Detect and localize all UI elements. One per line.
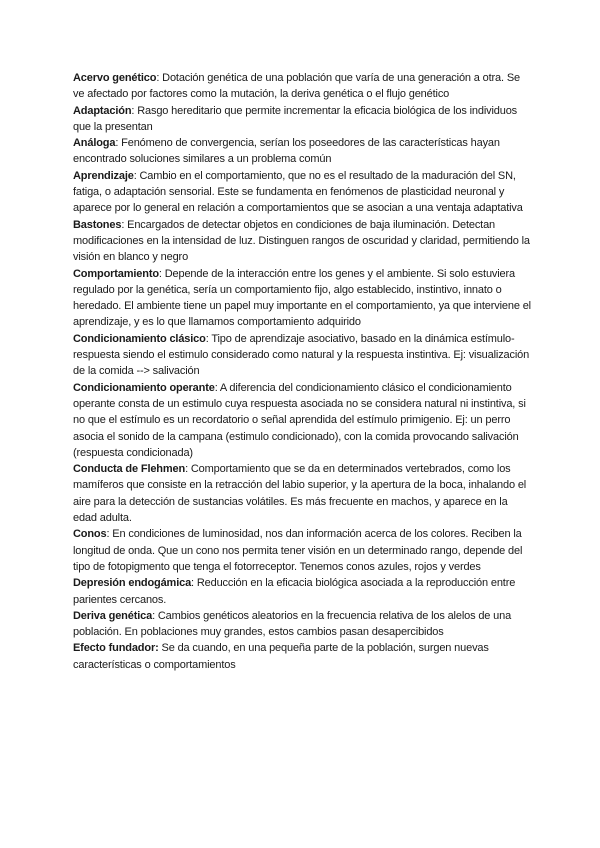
glossary-definition: : Depende de la interacción entre los genes y el ambiente. Si solo estuviera regulado por la genética, sería un comportamiento fijo, algo establecido, instintivo, innato o heredado. El ambiente tiene un papel muy importante en el comportamiento, ya que interviene el aprendizaje, y es lo que llamamos comportamiento adquirido <box>73 267 531 329</box>
glossary-term: Conducta de Flehmen <box>73 463 186 476</box>
glossary-entry <box>73 380 531 461</box>
glossary-term: Bastones <box>73 218 122 231</box>
glossary-definition: : Tipo de aprendizaje asociativo, basado en la dinámica estímulo-respuesta siendo el estimulo considerado como natural y la respuesta instintiva. Ej: visualización de la comida --> salivación <box>73 332 530 378</box>
glossary-term: Deriva genética <box>73 609 153 622</box>
glossary-term: Condicionamiento clásico <box>73 332 206 345</box>
glossary-entry <box>73 461 531 526</box>
glossary-definition: Se da cuando, en una pequeña parte de la población, surgen nuevas características o comportamientos <box>73 642 489 671</box>
glossary-definition: : Fenómeno de convergencia, serían los poseedores de las características hayan encontrado soluciones similares a un problema común <box>73 137 500 166</box>
glossary-definition: : Cambios genéticos aleatorios en la frecuencia relativa de los alelos de una población. En poblaciones muy grandes, estos cambios pasan desapercibidos <box>73 609 512 639</box>
glossary-entry <box>73 70 531 103</box>
glossary-entry <box>73 135 531 168</box>
glossary-definition: : A diferencia del condicionamiento clásico el condicionamiento operante consta de un estimulo cuya respuesta asociada no se considera natural ni instintiva, si no que el estímulo es un recordatorio o señal aprendida del estímulo primigenio. Ej: un perro asocia el sonido de la campana (estimulo condicionado), con la comida provocando salivación (respuesta condicionada) <box>73 381 526 459</box>
glossary-definition: : Comportamiento que se da en determinados vertebrados, como los mamíferos que consiste en la retracción del labio superior, y la apertura de la boca, inhalando el aire para la detección de sustancias volátiles. Es más frecuente en machos, y aparece en la edad adulta. <box>73 463 527 525</box>
glossary-entry <box>73 526 531 575</box>
glossary-entry <box>73 266 531 331</box>
glossary-term: Aprendizaje <box>73 169 134 182</box>
glossary-definition: : En condiciones de luminosidad, nos dan información acerca de los colores. Reciben la longitud de onda. Que un cono nos permita tener visión en un determinado rango, depende del tipo de fotopigmento que tenga el fotorreceptor. Tenemos conos azules, rojos y verdes <box>73 528 523 573</box>
glossary-term: Adaptación <box>73 104 132 117</box>
glossary-term: Análoga <box>73 137 116 150</box>
glossary-entry <box>73 331 531 380</box>
glossary-term: Depresión endogámica <box>73 577 192 590</box>
glossary-entry <box>73 575 531 608</box>
glossary-definition: : Reducción en la eficacia biológica asociada a la reproducción entre parientes cercanos. <box>73 577 516 606</box>
glossary-term: Efecto fundador: <box>73 642 159 655</box>
glossary-definition: : Encargados de detectar objetos en condiciones de baja iluminación. Detectan modificaciones en la intensidad de luz. Distinguen rangos de oscuridad y claridad, permitiendo la visión en blanco y negro <box>73 218 530 264</box>
glossary-entry <box>73 103 531 136</box>
glossary-entry <box>73 217 531 266</box>
glossary-term: Comportamiento <box>73 267 159 280</box>
glossary-entry <box>73 168 531 217</box>
glossary-definition: : Rasgo hereditario que permite incrementar la eficacia biológica de los individuos que la presentan <box>73 104 518 133</box>
glossary-list <box>73 70 531 673</box>
glossary-definition: : Dotación genética de una población que varía de una generación a otra. Se ve afectado por factores como la mutación, la deriva genética o el flujo genético <box>73 72 520 101</box>
glossary-entry <box>73 608 531 641</box>
glossary-term: Acervo genético <box>73 72 157 84</box>
glossary-definition: : Cambio en el comportamiento, que no es el resultado de la maduración del SN, fatiga, o adaptación sensorial. Este se fundamenta en fenómenos de plasticidad neuronal y aparece por lo general en relación a comportamientos que se asocian a una ventaja adaptativa <box>73 169 523 215</box>
glossary-entry <box>73 640 531 673</box>
glossary-term: Conos <box>73 528 107 541</box>
glossary-term: Condicionamiento operante <box>73 381 215 394</box>
